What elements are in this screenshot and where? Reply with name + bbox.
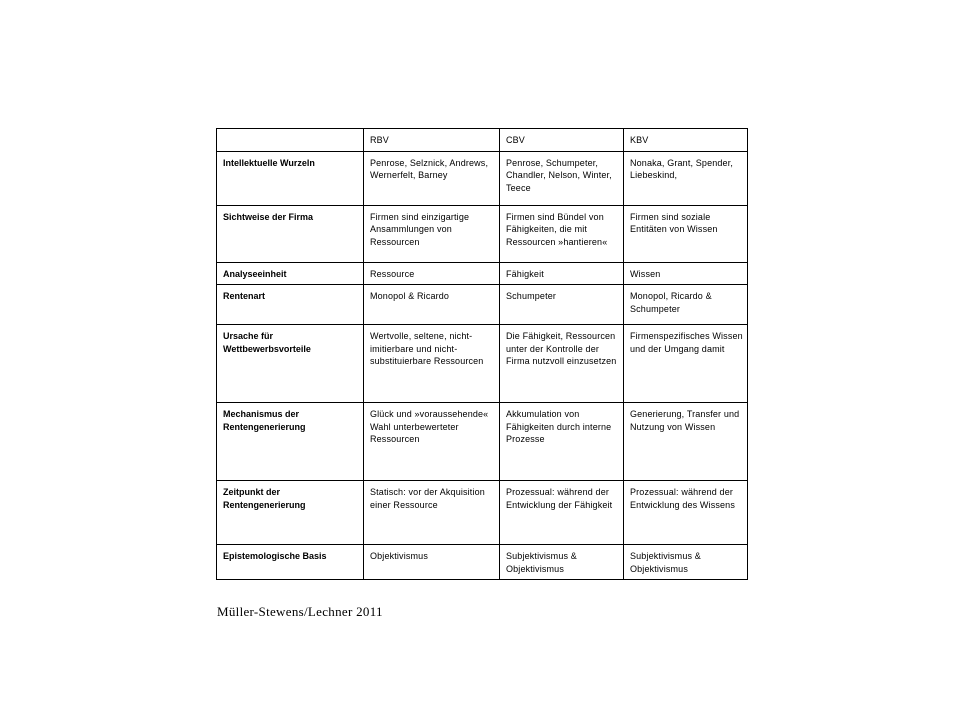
cbv-cell: Schumpeter bbox=[500, 285, 624, 325]
rbv-cell: Penrose, Selznick, Andrews, Wernerfelt, Barney bbox=[364, 151, 500, 205]
rbv-cell: Ressource bbox=[364, 262, 500, 285]
kbv-cell: Monopol, Ricardo & Schumpeter bbox=[624, 285, 748, 325]
table-row bbox=[217, 403, 748, 481]
comparison-table bbox=[216, 128, 748, 580]
table-row bbox=[217, 151, 748, 205]
header-corner-cell bbox=[217, 129, 364, 152]
column-header-cbv: CBV bbox=[500, 129, 624, 152]
kbv-cell: Prozessual: während der Entwicklung des Wissens bbox=[624, 481, 748, 545]
kbv-cell: Firmen sind soziale Entitäten von Wissen bbox=[624, 205, 748, 262]
kbv-cell: Generierung, Transfer und Nutzung von Wissen bbox=[624, 403, 748, 481]
rbv-cell: Monopol & Ricardo bbox=[364, 285, 500, 325]
column-header-kbv: KBV bbox=[624, 129, 748, 152]
cbv-cell: Penrose, Schumpeter, Chandler, Nelson, Winter, Teece bbox=[500, 151, 624, 205]
kbv-cell: Firmenspezifisches Wissen und der Umgang damit bbox=[624, 325, 748, 403]
table-row bbox=[217, 481, 748, 545]
rbv-cell: Objektivismus bbox=[364, 545, 500, 580]
column-header-rbv: RBV bbox=[364, 129, 500, 152]
row-label: Mechanismus der Rentengenerierung bbox=[217, 403, 364, 481]
table-row bbox=[217, 285, 748, 325]
table-row bbox=[217, 205, 748, 262]
row-label: Analyseeinheit bbox=[217, 262, 364, 285]
rbv-cell: Statisch: vor der Akquisition einer Ressource bbox=[364, 481, 500, 545]
row-label: Sichtweise der Firma bbox=[217, 205, 364, 262]
kbv-cell: Nonaka, Grant, Spender, Liebeskind, bbox=[624, 151, 748, 205]
table-header-row bbox=[217, 129, 748, 152]
cbv-cell: Akkumulation von Fähigkeiten durch interne Prozesse bbox=[500, 403, 624, 481]
cbv-cell: Firmen sind Bündel von Fähigkeiten, die mit Ressourcen »hantieren« bbox=[500, 205, 624, 262]
row-label: Rentenart bbox=[217, 285, 364, 325]
rbv-cell: Glück und »voraussehende« Wahl unterbewerteter Ressourcen bbox=[364, 403, 500, 481]
row-label: Epistemologische Basis bbox=[217, 545, 364, 580]
row-label: Ursache für Wettbewerbsvorteile bbox=[217, 325, 364, 403]
table-row bbox=[217, 325, 748, 403]
row-label: Intellektuelle Wurzeln bbox=[217, 151, 364, 205]
cbv-cell: Subjektivismus & Objektivismus bbox=[500, 545, 624, 580]
table-row bbox=[217, 545, 748, 580]
cbv-cell: Fähigkeit bbox=[500, 262, 624, 285]
cbv-cell: Prozessual: während der Entwicklung der Fähigkeit bbox=[500, 481, 624, 545]
row-label: Zeitpunkt der Rentengenerierung bbox=[217, 481, 364, 545]
kbv-cell: Wissen bbox=[624, 262, 748, 285]
rbv-cell: Firmen sind einzigartige Ansammlungen von Ressourcen bbox=[364, 205, 500, 262]
source-caption: Müller-Stewens/Lechner 2011 bbox=[217, 604, 383, 619]
rbv-cell: Wertvolle, seltene, nicht-imitierbare und nicht-substituierbare Ressourcen bbox=[364, 325, 500, 403]
cbv-cell: Die Fähigkeit, Ressourcen unter der Kontrolle der Firma nutzvoll einzusetzen bbox=[500, 325, 624, 403]
table-row bbox=[217, 262, 748, 285]
kbv-cell: Subjektivismus & Objektivismus bbox=[624, 545, 748, 580]
